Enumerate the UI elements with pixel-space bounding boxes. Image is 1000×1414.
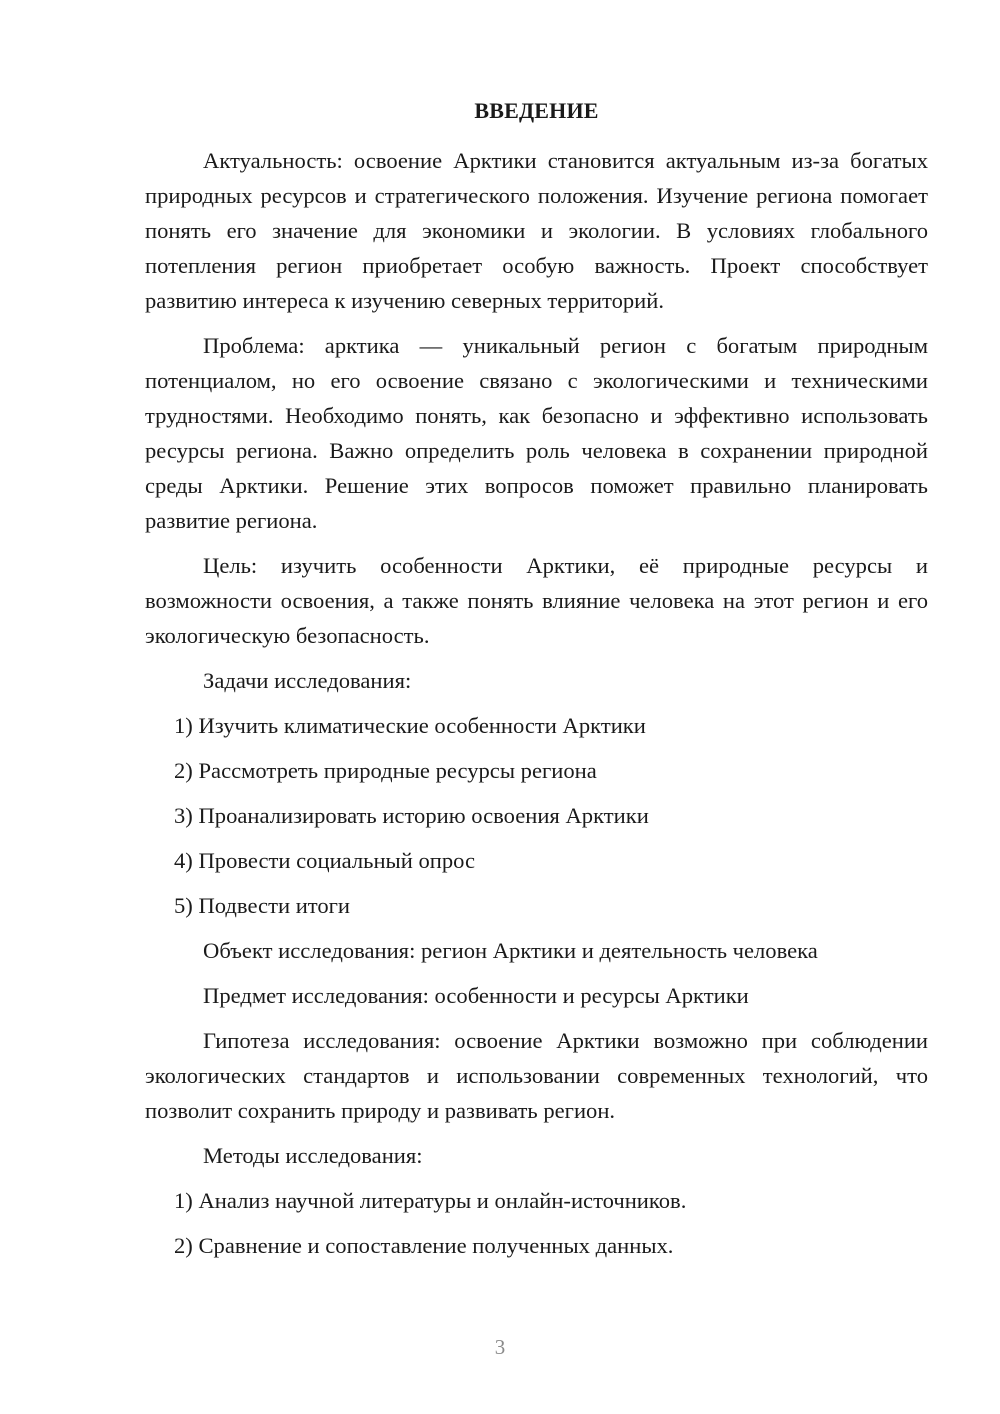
- document-body: [145, 143, 928, 1273]
- tasks-heading: Задачи исследования:: [203, 668, 412, 693]
- task-item-5: 5) Подвести итоги: [174, 893, 351, 918]
- method-item-1: 1) Анализ научной литературы и онлайн-источников.: [174, 1188, 687, 1213]
- methods-heading: Методы исследования:: [203, 1143, 423, 1168]
- method-item-2: 2) Сравнение и сопоставление полученных данных.: [174, 1233, 674, 1258]
- task-item-3: 3) Проанализировать историю освоения Арктики: [174, 803, 649, 828]
- hypothesis-paragraph: Гипотеза исследования: освоение Арктики возможно при соблюдении экологических стандартов и использовании современных технологий, что позволит сохранить природу и развивать регион.: [145, 1028, 928, 1123]
- goal-paragraph: Цель: изучить особенности Арктики, её природные ресурсы и возможности освоения, а также понять влияние человека на этот регион и его экологическую безопасность.: [145, 553, 928, 648]
- subject-paragraph: Предмет исследования: особенности и ресурсы Арктики: [203, 983, 749, 1008]
- problem-paragraph: Проблема: арктика — уникальный регион с богатым природным потенциалом, но его освоение связано с экологическими и техническими трудностями. Необходимо понять, как безопасно и эффективно использовать ресурсы региона. Важно определить роль человека в сохранении природной среды Арктики. Решение этих вопросов поможет правильно планировать развитие региона.: [145, 333, 928, 533]
- section-title: ВВЕДЕНИЕ: [474, 98, 599, 123]
- task-item-2: 2) Рассмотреть природные ресурсы региона: [174, 758, 597, 783]
- page-number: 3: [494, 1335, 506, 1359]
- object-paragraph: Объект исследования: регион Арктики и деятельность человека: [203, 938, 818, 963]
- relevance-paragraph: Актуальность: освоение Арктики становится актуальным из-за богатых природных ресурсов и стратегического положения. Изучение региона помогает понять его значение для экономики и экологии. В условиях глобального потепления регион приобретает особую важность. Проект способствует развитию интереса к изучению северных территорий.: [145, 148, 928, 313]
- task-item-4: 4) Провести социальный опрос: [174, 848, 476, 873]
- task-item-1: 1) Изучить климатические особенности Арктики: [174, 713, 646, 738]
